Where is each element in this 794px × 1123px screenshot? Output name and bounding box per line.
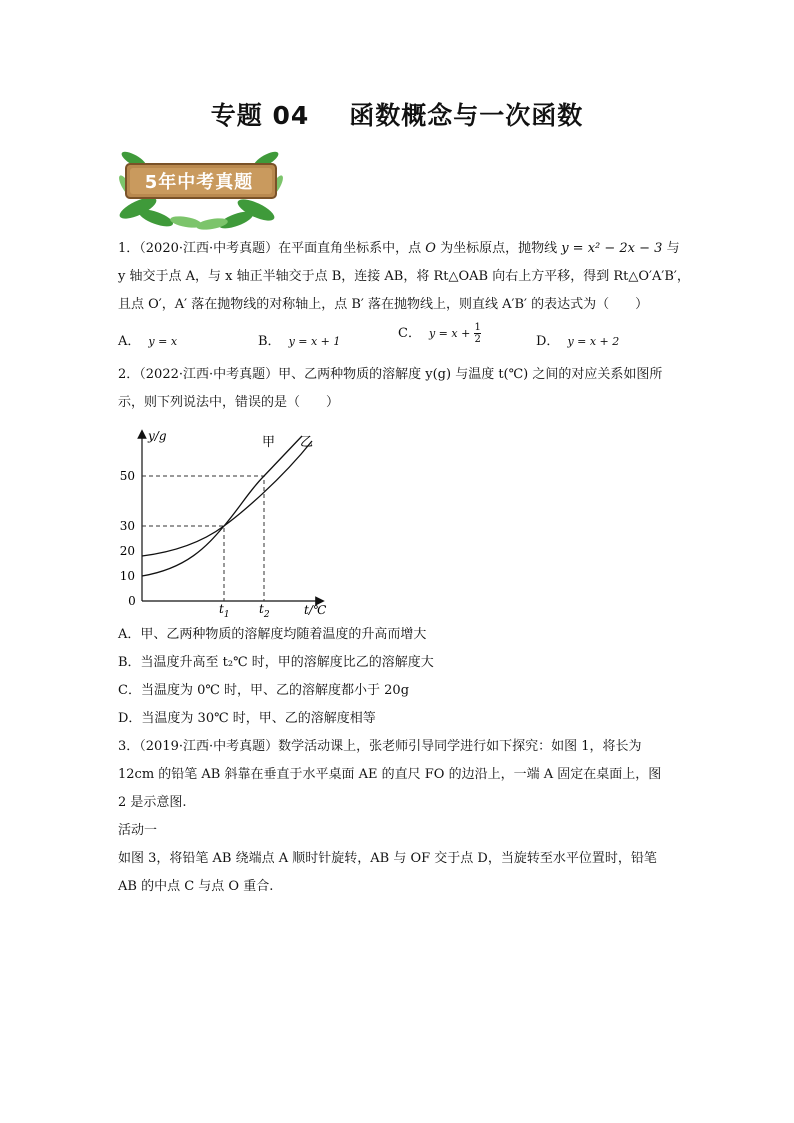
q1-line2: y 轴交于点 A，与 x 轴正半轴交于点 B，连接 AB，将 Rt△OAB 向右上方平移，得到 Rt△O′A′B′， xyxy=(118,269,690,284)
y-axis-label: y/g xyxy=(148,429,167,443)
banner-label: 5年中考真题 xyxy=(144,172,254,193)
page-title xyxy=(0,96,794,132)
title-topic: 函数概念与一次函数 xyxy=(349,101,584,130)
q3-line4: 活动一 xyxy=(118,823,158,838)
legend-yi: 乙 xyxy=(300,435,314,450)
q2-line2: 示，则下列说法中，错误的是（ ） xyxy=(118,395,340,410)
q2-option-b[interactable]: B．当温度升高至 t₂℃ 时，甲的溶解度比乙的溶解度大 xyxy=(118,655,434,670)
series-jia xyxy=(142,436,302,576)
y-tick-label: 10 xyxy=(119,569,135,583)
title-number: 专题 04 xyxy=(210,101,310,130)
solubility-chart xyxy=(112,424,342,623)
q2-line1: 2．（2022·江西·中考真题）甲、乙两种物质的溶解度 y(g) 与温度 t(℃) 之间的对应关系如图所 xyxy=(118,367,663,382)
q3-line1: 3．（2019·江西·中考真题）数学活动课上，张老师引导同学进行如下探究：如图 1，将长为 xyxy=(118,739,642,754)
fraction: $\frac{1}{2}$ xyxy=(474,322,481,345)
origin-label: 0 xyxy=(128,594,136,608)
q1-option-c[interactable]: C． y = x + $\frac{1}{2}$ xyxy=(398,322,481,345)
q3-line6: AB 的中点 C 与点 O 重合. xyxy=(118,879,274,894)
t2-label: $t_2$ xyxy=(259,602,270,619)
q1-option-a[interactable]: A． y = x xyxy=(118,334,178,349)
y-tick-label: 20 xyxy=(119,544,135,558)
q1-line3: 且点 O′，A′ 落在抛物线的对称轴上，点 B′ 落在抛物线上，则直线 A′B′ 的表达式为（ ） xyxy=(118,297,649,312)
q3-line2: 12cm 的铅笔 AB 斜靠在垂直于水平桌面 AE 的直尺 FO 的边沿上，一端 A 固定在桌面上，图 xyxy=(118,767,662,782)
q2-option-d[interactable]: D．当温度为 30℃ 时，甲、乙的溶解度相等 xyxy=(118,711,376,726)
series-yi xyxy=(142,441,312,556)
q2-option-c[interactable]: C．当温度为 0℃ 时，甲、乙的溶解度都小于 20g xyxy=(118,683,410,698)
legend-jia: 甲 xyxy=(262,435,276,450)
section-banner xyxy=(116,146,286,232)
guide-line xyxy=(142,526,224,601)
q3-line3: 2 是示意图. xyxy=(118,795,187,810)
q1-option-b[interactable]: B． y = x + 1 xyxy=(258,334,341,349)
y-tick-label: 30 xyxy=(119,519,135,533)
q1-line1: 1．（2020·江西·中考真题）在平面直角坐标系中，点 O 为坐标原点，抛物线 y = x² − 2x − 3 与 xyxy=(118,241,680,256)
t1-label: $t_1$ xyxy=(219,602,230,619)
y-tick-label: 50 xyxy=(119,469,135,483)
q3-line5: 如图 3，将铅笔 AB 绕端点 A 顺时针旋转，AB 与 OF 交于点 D，当旋转至水平位置时，铅笔 xyxy=(118,851,657,866)
x-axis-label: t/℃ xyxy=(304,603,327,617)
q1-option-d[interactable]: D． y = x + 2 xyxy=(536,334,620,349)
q2-option-a[interactable]: A．甲、乙两种物质的溶解度均随着温度的升高而增大 xyxy=(118,627,427,642)
